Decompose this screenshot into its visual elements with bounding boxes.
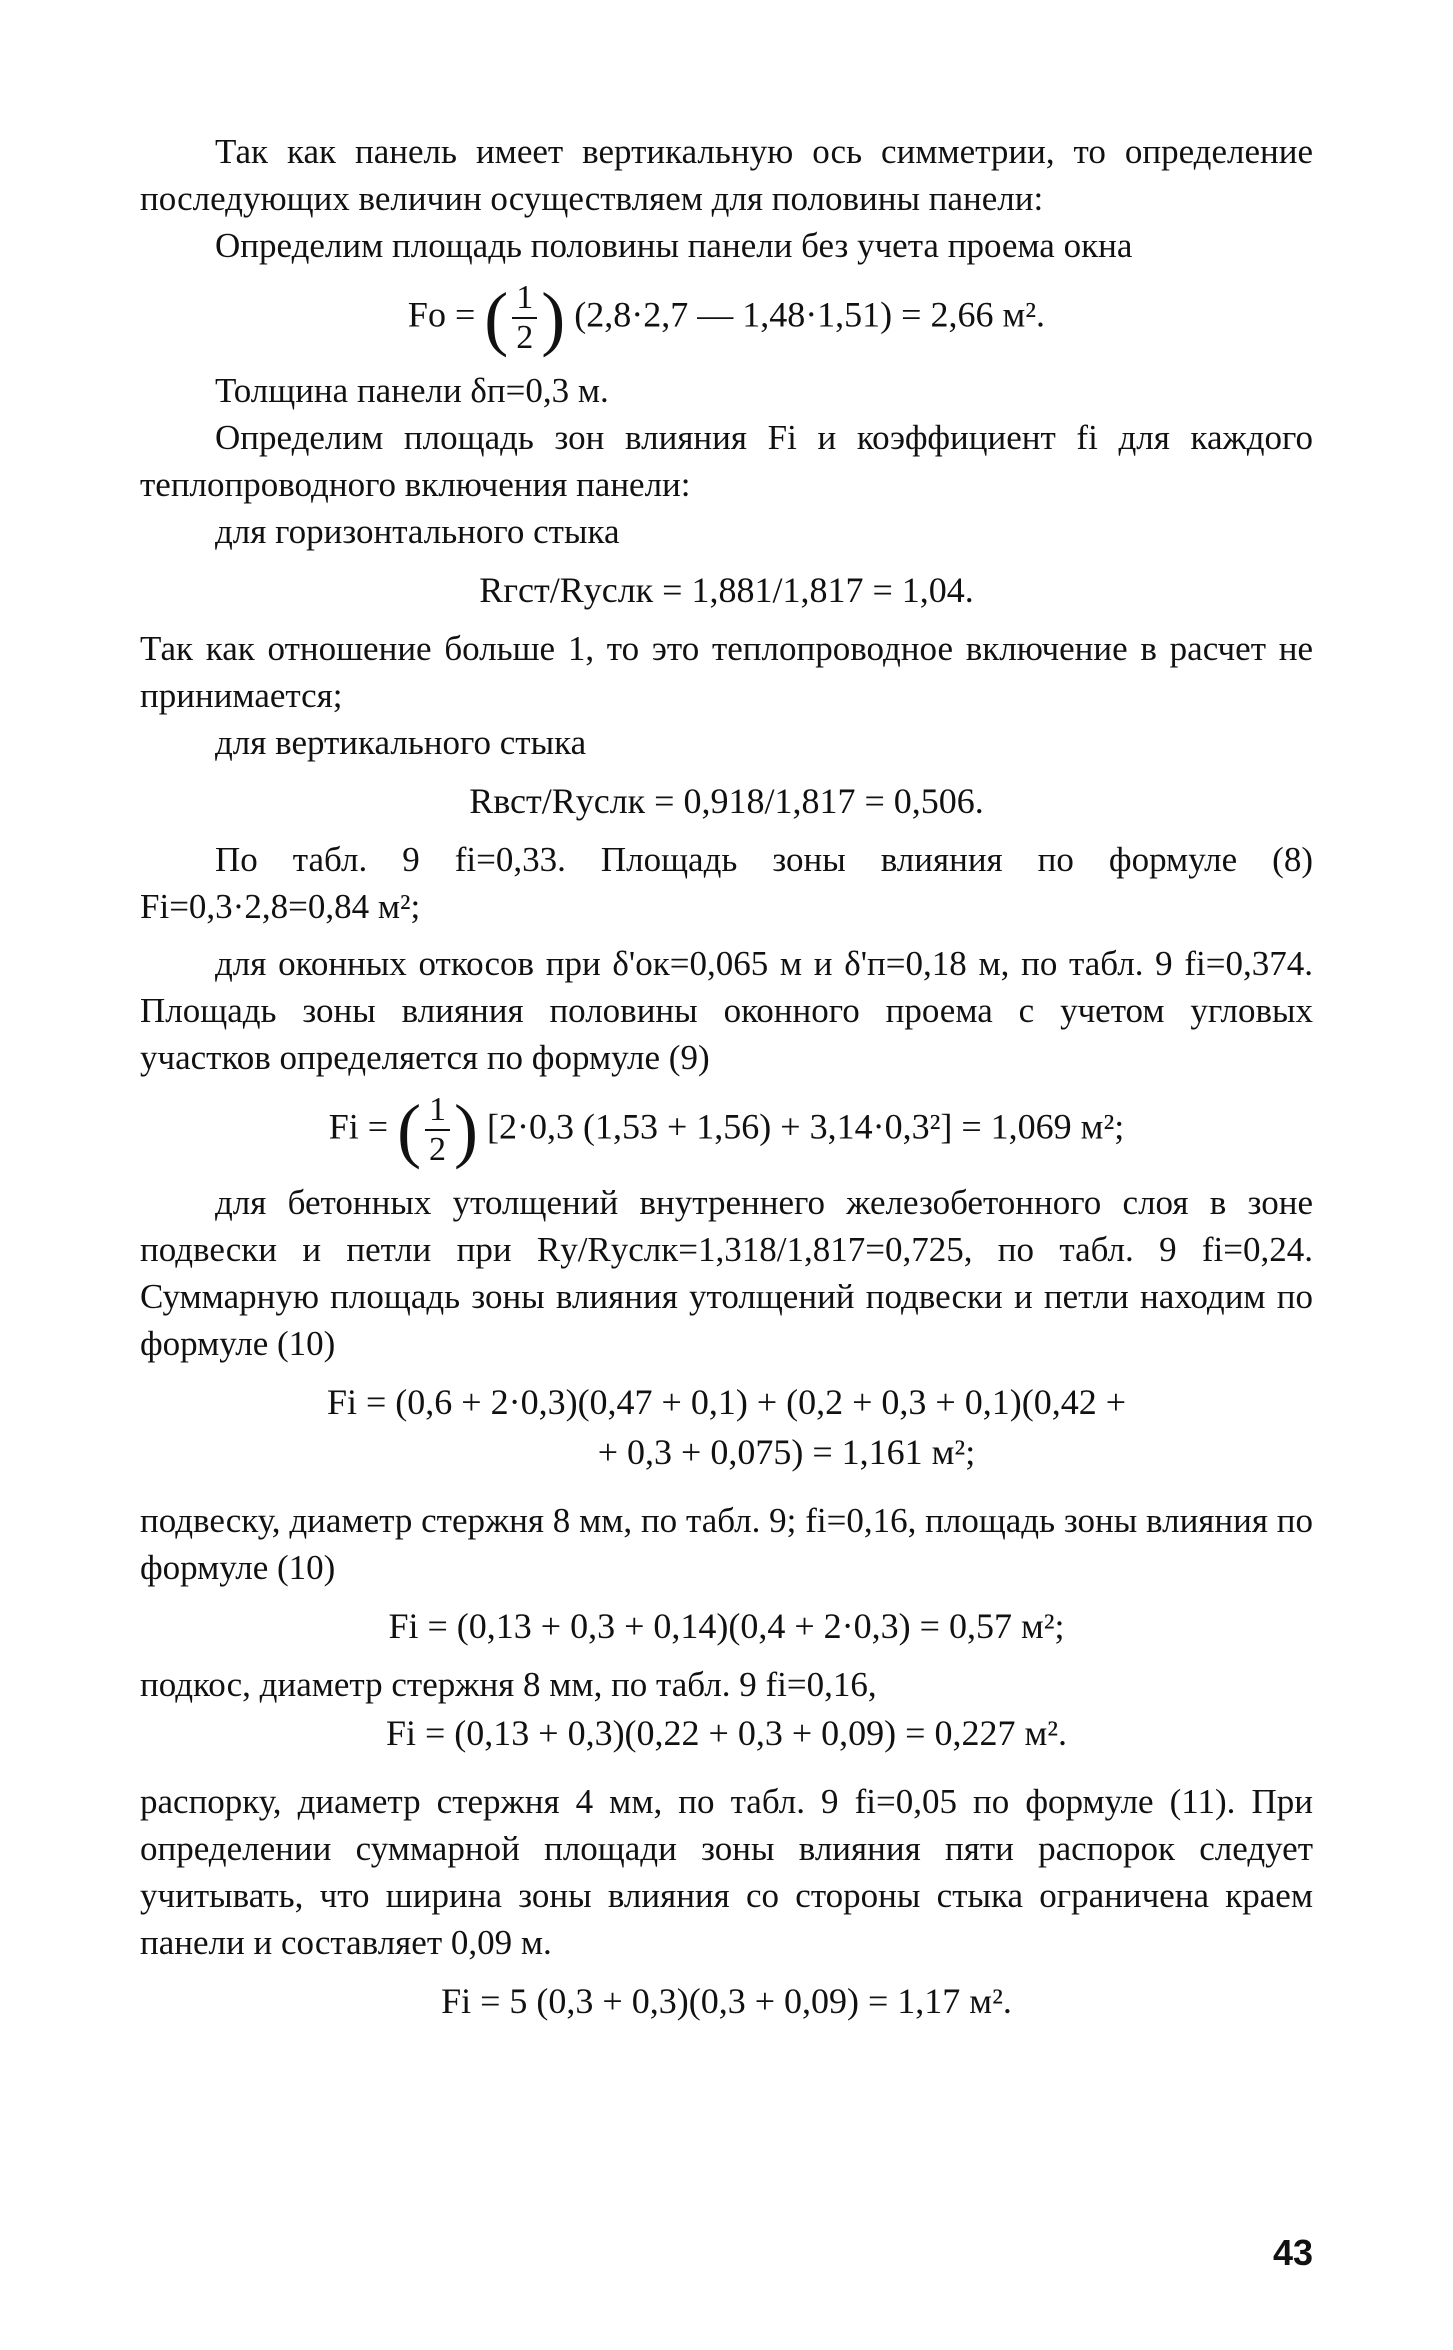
paragraph-symmetry: Так как панель имеет вертикальную ось симметрии, то определение последующих величин осуществляем для половины панели: xyxy=(140,132,1313,218)
paragraph-spacer: распорку, диаметр стержня 4 мм, по табл. 9 fi=0,05 по формуле (11). При определении суммарной площади зоны влияния пяти распорок следует учитывать, что ширина зоны влияния со стороны стыка ограничена краем панели и составляет 0,09 м. xyxy=(140,1782,1313,1962)
left-paren-icon: ( xyxy=(484,278,509,358)
equation-thickening-line2: + 0,3 + 0,075) = 1,161 м²; xyxy=(597,1432,976,1472)
right-paren-icon: ) xyxy=(541,278,566,358)
paragraph-strut: подкос, диаметр стержня 8 мм, по табл. 9 fi=0,16, xyxy=(140,1665,877,1704)
fraction-half xyxy=(425,1091,450,1169)
fraction-half xyxy=(512,279,537,357)
paragraph-zones: Определим площадь зон влияния Fi и коэффициент fi для каждого теплопроводного включения панели: xyxy=(140,418,1313,504)
fraction-denominator: 2 xyxy=(429,1131,447,1168)
equation-suspension: Fi = (0,13 + 0,3 + 0,14)(0,4 + 2·0,3) = 0,57 м²; xyxy=(388,1606,1065,1646)
paragraph-half-area: Определим площадь половины панели без учета проема окна xyxy=(215,226,1133,265)
equation-window-rhs: [2·0,3 (1,53 + 1,56) + 3,14·0,3²] = 1,069 м²; xyxy=(487,1106,1125,1147)
equation-window-lhs: Fi = xyxy=(328,1106,389,1147)
right-paren-icon: ) xyxy=(454,1090,479,1170)
page-number: 43 xyxy=(1272,2232,1313,2273)
equation-fo xyxy=(140,279,1313,357)
fraction-denominator: 2 xyxy=(516,319,534,356)
paragraph-suspension: подвеску, диаметр стержня 8 мм, по табл. 9; fi=0,16, площадь зоны влияния по формуле (10) xyxy=(140,1501,1313,1587)
equation-thickening-line1: Fi = (0,6 + 2·0,3)(0,47 + 0,1) + (0,2 + 0,3 + 0,1)(0,42 + xyxy=(326,1382,1127,1422)
equation-fo-lhs: Fo = xyxy=(407,294,476,335)
equation-vertical-ratio: Rвст/Rуслк = 0,918/1,817 = 0,506. xyxy=(469,781,984,821)
equation-horizontal-ratio: Rгст/Rуслк = 1,881/1,817 = 1,04. xyxy=(479,570,974,610)
paragraph-window-slopes: для оконных откосов при δ'ок=0,065 м и δ'п=0,18 м, по табл. 9 fi=0,374. Площадь зоны влияния половины оконного проема с учетом угловых участков определяется по формуле (9) xyxy=(140,944,1313,1077)
paragraph-table9-033: По табл. 9 fi=0,33. Площадь зоны влияния по формуле (8) Fi=0,3·2,8=0,84 м²; xyxy=(140,840,1313,926)
equation-spacer: Fi = 5 (0,3 + 0,3)(0,3 + 0,09) = 1,17 м². xyxy=(441,1981,1012,2021)
left-paren-icon: ( xyxy=(397,1090,422,1170)
paragraph-ratio-greater: Так как отношение больше 1, то это теплопроводное включение в расчет не принимается; xyxy=(140,629,1313,715)
equation-fo-rhs: (2,8·2,7 — 1,48·1,51) = 2,66 м². xyxy=(574,294,1046,335)
equation-window-area xyxy=(140,1091,1313,1169)
paragraph-horizontal-joint: для горизонтального стыка xyxy=(215,512,620,551)
equation-strut: Fi = (0,13 + 0,3)(0,22 + 0,3 + 0,09) = 0,227 м². xyxy=(385,1713,1068,1753)
paragraph-concrete-thickening: для бетонных утолщений внутреннего железобетонного слоя в зоне подвески и петли при Rу/Rуслк=1,318/1,817=0,725, по табл. 9 fi=0,24. Суммарную площадь зоны влияния утолщений подвески и петли находим по формуле (10) xyxy=(140,1183,1313,1363)
paragraph-vertical-joint: для вертикального стыка xyxy=(215,723,587,762)
fraction-numerator: 1 xyxy=(512,279,537,319)
paragraph-thickness: Толщина панели δп=0,3 м. xyxy=(215,371,609,410)
fraction-numerator: 1 xyxy=(425,1091,450,1131)
